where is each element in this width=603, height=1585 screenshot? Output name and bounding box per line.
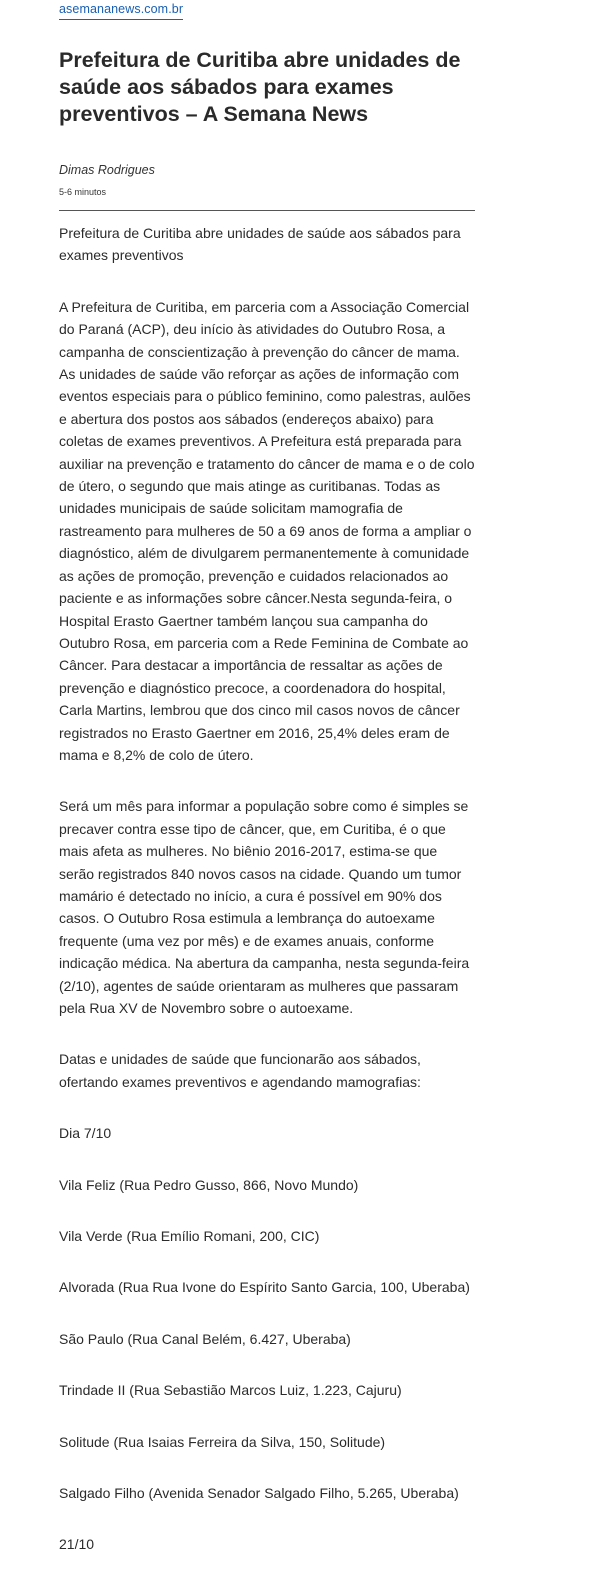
schedule-date: Dia 7/10 xyxy=(59,1125,112,1142)
health-unit-item: Trindade II (Rua Sebastião Marcos Luiz, 1.223, Cajuru) xyxy=(59,1382,402,1399)
health-unit-item: Vila Verde (Rua Emílio Romani, 200, CIC) xyxy=(59,1228,320,1245)
article-title: Prefeitura de Curitiba abre unidades de saúde aos sábados para exames preventivos – A Semana News xyxy=(59,48,461,126)
health-unit-item: São Paulo (Rua Canal Belém, 6.427, Uberaba) xyxy=(59,1330,351,1347)
article-paragraph: A Prefeitura de Curitiba, em parceria com a Associação Comercial do Paraná (ACP), deu início às atividades do Outubro Rosa, a campanha de conscientização à prevenção do câncer de mama. As unidades de saúde vão reforçar as ações de informação com eventos especiais para o público feminino, como palestras, aulões e abertura dos postos aos sábados (endereços abaixo) para coletas de exames preventivos. A Prefeitura está preparada para auxiliar na prevenção e tratamento do câncer de mama e o de colo de útero, o segundo que mais atinge as curitibanas. Todas as unidades municipais de saúde solicitam mamografia de rastreamento para mulheres de 50 a 69 anos de forma a ampliar o diagnóstico, além de divulgarem permanentemente à comunidade as ações de promoção, prevenção e cuidados relacionados ao paciente e as informações sobre câncer.Nesta segunda-feira, o Hospital Erasto Gaertner também lançou sua campanha do Outubro Rosa, em parceria com a Rede Feminina de Combate ao Câncer. Para destacar a importância de ressaltar as ações de prevenção e diagnóstico precoce, a coordenadora do hospital, Carla Martins, lembrou que dos cinco mil casos novos de câncer registrados no Erasto Gaertner em 2016, 25,4% deles eram de mama e 8,2% de colo de útero. xyxy=(59,298,475,763)
health-unit-item: Alvorada (Rua Rua Ivone do Espírito Santo Garcia, 100, Uberaba) xyxy=(59,1279,470,1296)
health-unit-item: Salgado Filho (Avenida Senador Salgado Filho, 5.265, Uberaba) xyxy=(59,1485,459,1502)
article-paragraph: Datas e unidades de saúde que funcionarão aos sábados, ofertando exames preventivos e agendando mamografias: xyxy=(59,1051,421,1090)
article-lead: Prefeitura de Curitiba abre unidades de saúde aos sábados para exames preventivos xyxy=(59,225,461,264)
reader-page xyxy=(59,0,475,1585)
reading-time: 5-6 minutos xyxy=(59,187,107,197)
article-paragraph: Será um mês para informar a população sobre como é simples se precaver contra esse tipo de câncer, que, em Curitiba, é o que mais afeta as mulheres. No biênio 2016-2017, estima-se que serão registrados 840 novos casos na cidade. Quando um tumor mamário é detectado no início, a cura é possível em 90% dos casos. O Outubro Rosa estimula a lembrança do autoexame frequente (uma vez por mês) e de exames anuais, conforme indicação médica. Na abertura da campanha, nesta segunda-feira (2/10), agentes de saúde orientaram as mulheres que passaram pela Rua XV de Novembro sobre o autoexame. xyxy=(59,798,470,1016)
health-unit-item: Vila Feliz (Rua Pedro Gusso, 866, Novo Mundo) xyxy=(59,1176,359,1193)
source-site-link[interactable]: asemananews.com.br xyxy=(59,2,183,20)
health-unit-item: Solitude (Rua Isaias Ferreira da Silva, 150, Solitude) xyxy=(59,1433,386,1450)
schedule-date: 21/10 xyxy=(59,1536,95,1553)
author-byline: Dimas Rodrigues xyxy=(59,163,155,177)
article-body xyxy=(59,222,475,1556)
header-divider xyxy=(59,210,475,211)
